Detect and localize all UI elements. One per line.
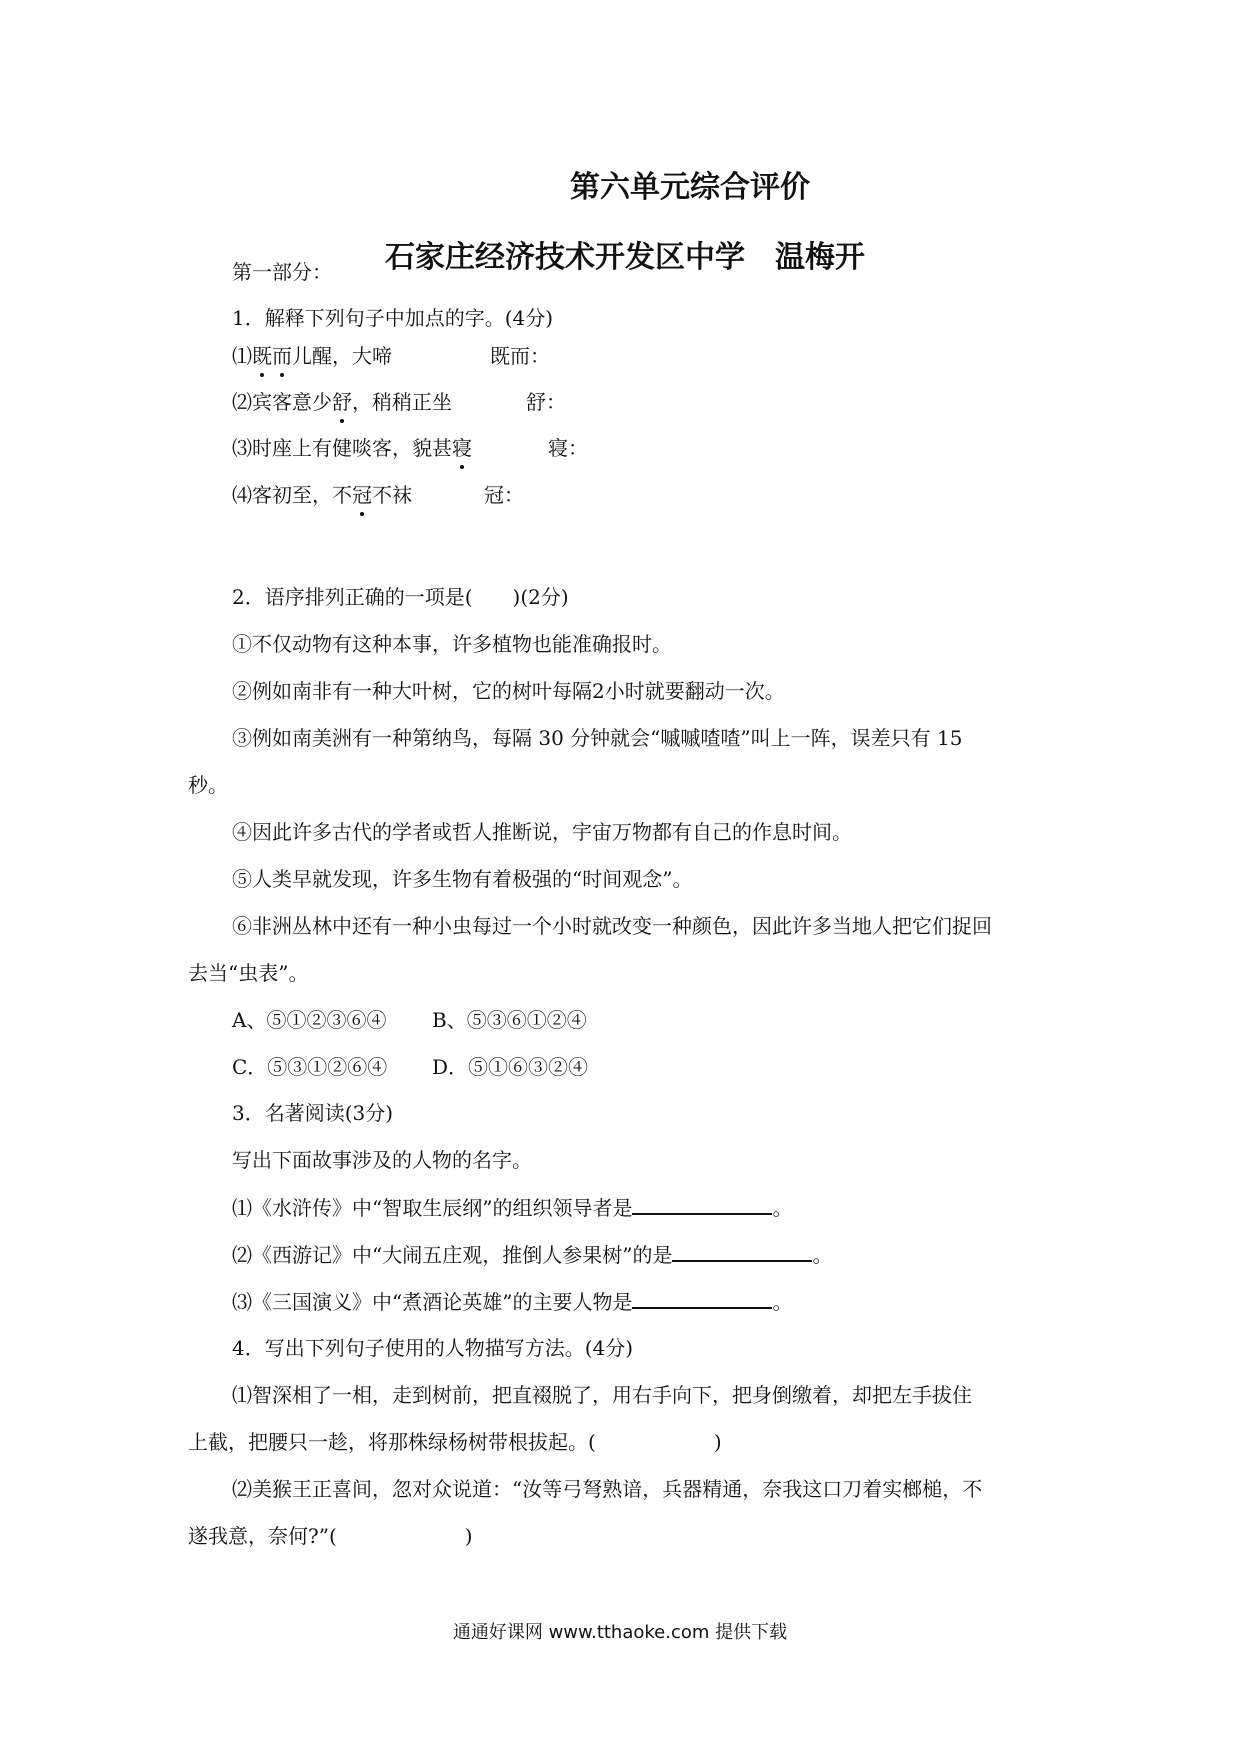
q3-item-1-end: 。 [772,1196,793,1220]
q1-item-3-pre: ⑶时座上有健啖客，貌甚 [232,436,452,460]
q2-sentence-5: ⑤人类早就发现，许多生物有着极强的“时间观念”。 [232,867,693,891]
q2-option-c: C．⑤③①②⑥④ [232,1055,388,1079]
q4-passage-2-cont [188,1522,473,1550]
q4-passage-2-text: 遂我意，奈何?”( [188,1524,337,1548]
q1-item-4-post: 不袜 [372,483,412,507]
question-3-stem: 3．名著阅读(3分) [232,1101,394,1125]
close-paren: ) [464,1524,473,1548]
q2-sentence-3-cont: 秒。 [188,773,228,797]
dotted-char: 而 [272,344,292,368]
q1-gloss-2: 舒： [526,390,566,414]
q3-item-1-text: ⑴《水浒传》中“智取生辰纲”的组织领导者是 [232,1196,633,1220]
author-line: 石家庄经济技术开发区中学 温梅开 [385,240,865,275]
q1-item-2-pre: ⑵宾客意少 [232,390,332,414]
q3-item-1 [232,1193,792,1222]
close-paren: ) [713,1430,722,1454]
dotted-char: 既 [252,344,272,368]
answer-blank[interactable] [632,1287,772,1309]
q1-gloss-4: 冠： [484,483,524,507]
q3-item-3-end: 。 [772,1290,793,1314]
q3-item-2 [232,1240,832,1269]
answer-blank[interactable] [632,1193,772,1215]
q4-passage-1-cont [188,1428,722,1456]
q4-passage-1-text: 上截，把腰只一趁，将那株绿杨树带根拔起。( [188,1430,596,1454]
q1-item-4-pre: ⑷客初至，不 [232,483,352,507]
q1-item-1-post: 儿醒，大啼 [292,344,392,368]
q1-item-3 [232,434,472,462]
answer-blank[interactable] [672,1240,812,1262]
q2-option-d: D．⑤①⑥③②④ [432,1055,589,1079]
q1-item-4 [232,481,412,509]
q2-option-a: A、⑤①②③⑥④ [232,1008,387,1032]
question-1-stem: 1．解释下列句子中加点的字。(4分) [232,306,554,330]
question-4-stem: 4．写出下列句子使用的人物描写方法。(4分) [232,1336,634,1360]
q2-sentence-1: ①不仅动物有这种本事，许多植物也能准确报时。 [232,632,672,656]
q1-gloss-3: 寝： [548,436,588,460]
q3-item-2-end: 。 [812,1243,833,1267]
q2-sentence-6-cont: 去当“虫表”。 [188,961,309,985]
q1-gloss-1: 既而： [490,344,550,368]
q2-sentence-6: ⑥非洲丛林中还有一种小虫每过一个小时就改变一种颜色，因此许多当地人把它们捉回 [232,914,992,938]
q4-passage-1: ⑴智深相了一相，走到树前，把直裰脱了，用右手向下，把身倒缴着，却把左手拔住 [232,1383,972,1407]
q4-passage-2: ⑵美猴王正喜间，忽对众说道：“汝等弓弩熟谙，兵器精通，奈我这口刀着实榔槌，不 [232,1477,983,1501]
dotted-char: 冠 [352,483,372,507]
part-heading: 第一部分： [232,260,332,284]
q1-item-2 [232,388,452,416]
q2-sentence-4: ④因此许多古代的学者或哲人推断说，宇宙万物都有自己的作息时间。 [232,820,852,844]
q2-sentence-3: ③例如南美洲有一种第纳鸟，每隔 30 分钟就会“嘁嘁喳喳”叫上一阵，误差只有 15 [232,726,963,750]
q1-item-1-pre: ⑴ [232,344,252,368]
q2-sentence-2: ②例如南非有一种大叶树，它的树叶每隔2小时就要翻动一次。 [232,679,785,703]
page-footer: 通通好课网 www.tthaoke.com 提供下载 [452,1622,788,1643]
q1-item-1 [232,342,392,370]
q1-item-2-post: ，稍稍正坐 [352,390,452,414]
q3-intro: 写出下面故事涉及的人物的名字。 [232,1148,532,1172]
q3-item-2-text: ⑵《西游记》中“大闹五庄观，推倒人参果树”的是 [232,1243,673,1267]
page-title: 第六单元综合评价 [570,170,810,205]
q3-item-3 [232,1287,792,1316]
dotted-char: 寝 [452,436,472,460]
question-2-stem: 2．语序排列正确的一项是( )(2分) [232,585,569,609]
dotted-char: 舒 [332,390,352,414]
q2-option-b: B、⑤③⑥①②④ [432,1008,587,1032]
q3-item-3-text: ⑶《三国演义》中“煮酒论英雄”的主要人物是 [232,1290,633,1314]
